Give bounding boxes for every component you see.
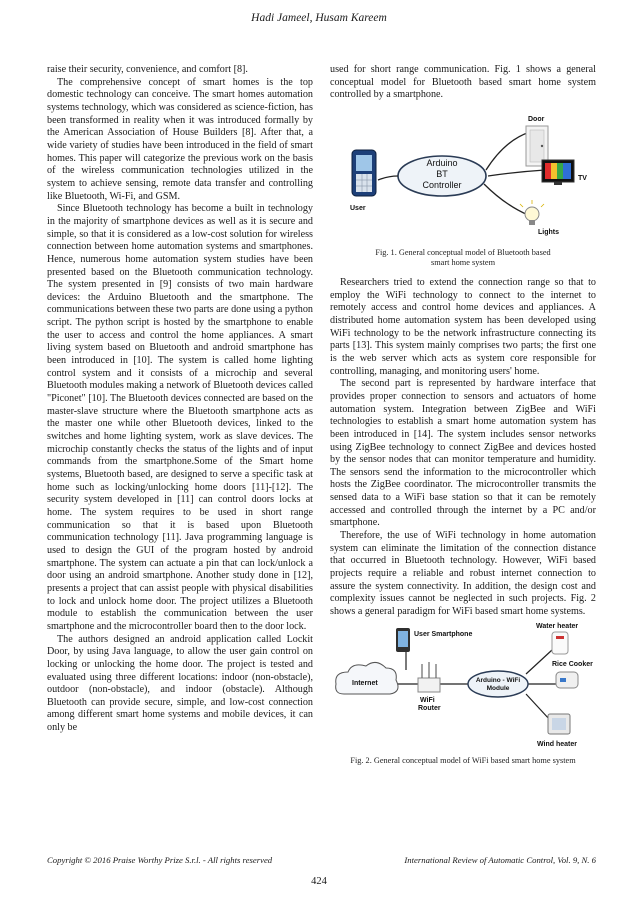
phone-icon: [352, 150, 376, 196]
running-header: Hadi Jameel, Husam Kareem: [251, 12, 387, 24]
left-column: [47, 64, 313, 735]
water-heater-icon: [552, 632, 568, 654]
door-label: Door: [528, 115, 545, 123]
arduino-wifi-label: Arduino - WiFi: [475, 676, 521, 684]
figure-1-caption: [330, 248, 596, 268]
paragraph: The authors designed an android application called Lockit Door, by using Java language, to allow the user gain control on locking or unlocking the home door. The project is tested and evaluated using three different locations: indoor (non-obstacle), outdoor (non-obstacle), and indoor (obstacle). Although Bluetooth can provide secure, simple, and low-cost connection among different smart home systems and mobile devices, it can only be: [47, 633, 313, 734]
rice-cooker-label: Rice Cooker: [552, 660, 593, 668]
figure-1-caption-line2: smart home system: [430, 257, 496, 267]
right-column-top-text: [330, 64, 596, 102]
figure-2-caption: Fig. 2. General conceptual model of WiFi based smart home system: [350, 755, 576, 765]
router-icon: [418, 662, 440, 692]
right-column: [330, 64, 596, 766]
paragraph: The comprehensive concept of smart homes is the top domestic technology can conceive. The smart homes automation systems technology, which was considered as science-fiction, has been transformed in reality when it was introduced formally by the American Association of House Builders [8]. After that, a wide variety of studies have been introduced in the field of smart homes. This paper will categorize the previous work on the basis of the wireless communication technologies utilized in the system to achieve sensing, remote data transfer and controlling like Bluetooth, Wi-Fi, and GSM.: [47, 76, 313, 202]
footer-copyright: Copyright © 2016 Praise Worthy Prize S.r.l. - All rights reserved: [47, 855, 273, 865]
footer-journal: International Review of Automatic Control, Vol. 9, N. 6: [404, 855, 596, 865]
paragraph: The second part is represented by hardware interface that provides proper connection to sensors and actuators of home automation system. Integration between ZigBee and WiFi technologies to establish a smart home automation system has been introduced in [14]. The system includes sensor networks using ZigBee technology to connect ZigBee and devices hosted by the sensor nodes that can monitor temperature and humidity. The sensors send the information to the microcontroller which hosts the ZigBee coordinator. The microcontroller transmits the sensed data to a WiFi base station so that it can be remotely accessed and controlled through the internet by a PC and/or smartphone.: [330, 378, 596, 529]
user-smartphone-label: User Smartphone: [414, 630, 473, 638]
wind-heater-icon: [548, 714, 570, 734]
paragraph: Since Bluetooth technology has become a built in technology in the majority of smartphone devices as well as it is secure and simple, so that it is considered as a low-cost solution for wireless connection between home automation systems and smartphones. Hence, numerous home automation system studies have been presented based on the Bluetooth communication technology. The system presented in [9] consists of two main hardware devices: the Arduino Bluetooth and the smartphone. The communications between these two parts are done using a python script. The python script is hosted by the smartphone to enable the user to access and control the home appliances. A smart living system based on Bluetooth and android smartphone has been introduced in [10]. The system is called home lighting control system and it consists of a microchip and several Bluetooth modules making a network of Bluetooth devices called "Piconet" [10]. The Bluetooth devices connected are based on the master-slave structure where the Bluetooth smartphone acts as the master one while other Bluetooth devices, linked to the switches and home lighting system, work as slave devices. The microchip constantly checks the status of the lights and of input commands from the smartphone.Some of the Smart home systems, Bluetooth based, are designed to serve a specific task at home such as locking/unlocking home doors [11]-[12]. The security system developed in [11] can control doors locks at home. The system requires to be used in short range communication so that it is based upon Bluetooth communication technology [11]. Java programming language is used to design the GUI of the program hosted by android smartphone. The system can actuate a pin that can lock/unlock a door using an android smartphone. Another study done in [12], presents a project that can assist people with physical disabilities to lock and unlock home door. The project utilizes a Bluetooth module to establish the communication between the user smartphone and the microcontroller board then to the door lock.: [47, 203, 313, 632]
module-label: Module: [486, 684, 510, 692]
figure-1-diagram: [330, 110, 596, 248]
figure-2-diagram: [330, 622, 596, 752]
right-column-middle-text: [330, 277, 596, 619]
internet-cloud-icon: [336, 662, 398, 694]
rice-cooker-icon: [556, 672, 578, 688]
lights-label: Lights: [538, 228, 559, 236]
page-number: 424: [311, 876, 327, 887]
figure-2: [330, 622, 596, 766]
smartphone-icon: [396, 628, 410, 652]
paragraph: used for short range communication. Fig. 1 shows a general conceptual model for Bluetooth based smart home system controlled by a smartphone.: [330, 64, 596, 101]
tv-icon: [542, 160, 574, 185]
figure-1-caption-line1: Fig. 1. General conceptual model of Bluetooth based: [375, 247, 551, 257]
arduino-wifi-ellipse: [468, 671, 528, 697]
paragraph: raise their security, convenience, and comfort [8].: [47, 64, 248, 75]
wind-heater-label: Wind heater: [537, 740, 577, 748]
tv-label: TV: [578, 174, 587, 182]
internet-label: Internet: [352, 679, 378, 687]
router-label: Router: [418, 704, 441, 712]
controller-label: Controller: [422, 179, 462, 190]
figure-1: [330, 110, 596, 268]
wifi-label: WiFi: [420, 696, 435, 704]
user-label: User: [350, 204, 366, 212]
bt-label: BT: [436, 168, 448, 179]
paragraph: Therefore, the use of WiFi technology in home automation system can eliminate the limitation of the connection distance that occurred in Bluetooth technology. However, WiFi based projects require a reliable and robust internet connection to assure the system connectivity. In addition, the design cost and complexity issues cannot be neglected in such projects. Fig. 2 shows a general paradigm for WiFi based smart home systems.: [330, 530, 596, 618]
paragraph: Researchers tried to extend the connection range so that to employ the WiFi technology to connect to the internet to remotely access and control home devices and appliances. A distributed home automation system has been developed using WiFi technology to be the network infrastructure connecting its parts [13]. This system mainly comprises two parts; the first one is the web server which acts as system core responsible for controlling, managing, and monitoring users' home.: [330, 276, 596, 377]
arduino-label: Arduino: [426, 157, 458, 168]
water-heater-label: Water heater: [536, 622, 579, 630]
left-column-text: [47, 64, 313, 735]
